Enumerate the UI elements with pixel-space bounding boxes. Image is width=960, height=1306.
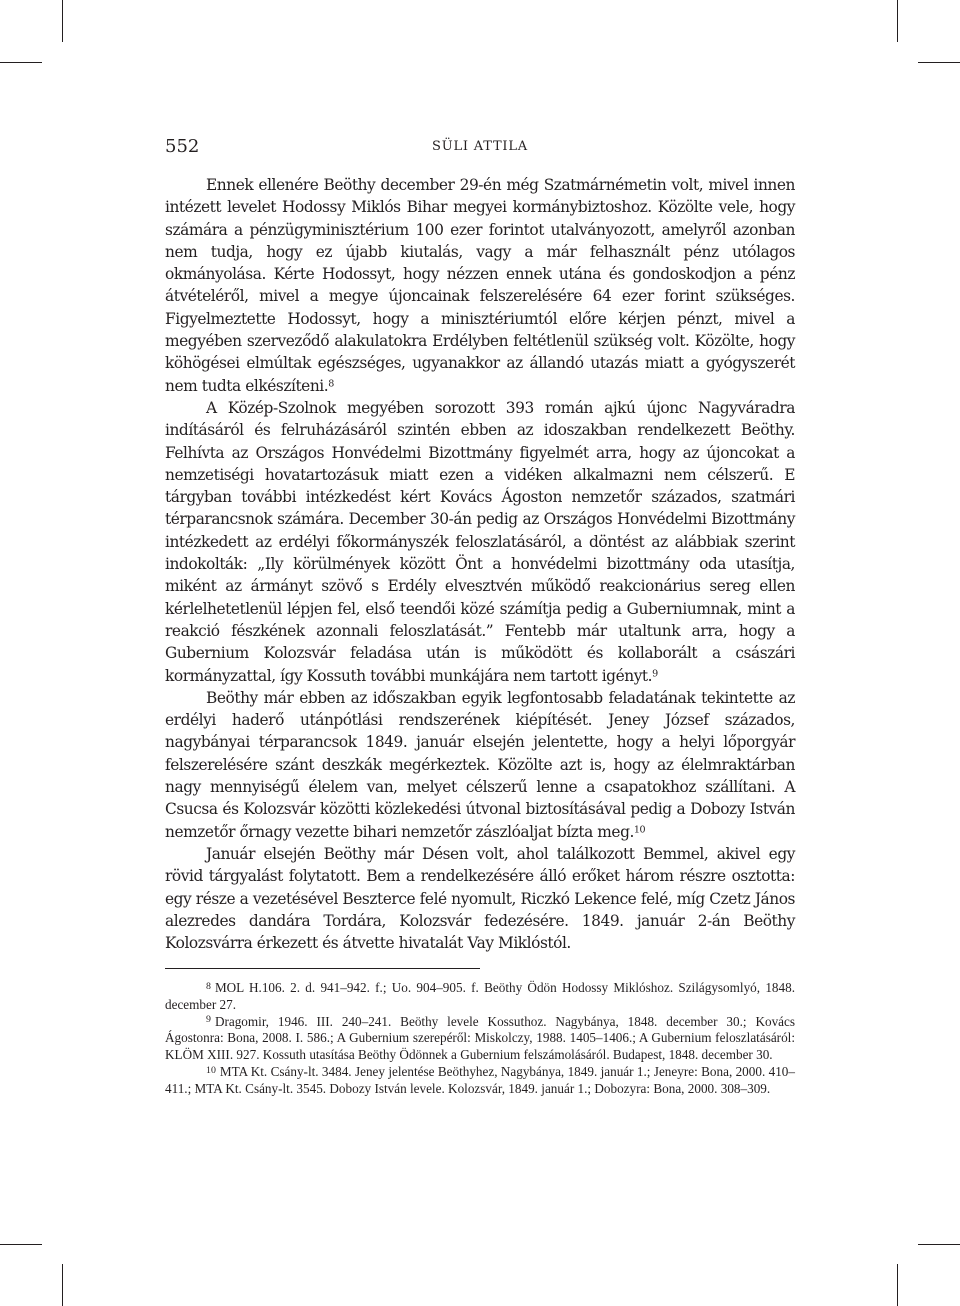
crop-mark-bottom-left-vertical bbox=[62, 1264, 63, 1306]
paragraph-text: Ennek ellenére Beöthy december 29-én még Szatmárnémetin volt, mivel innen intézett levelet Hodossy Miklós Bihar megyei kormánybiztoshoz. Közölte vele, hogy számára a pénzügyminisztérium 100 ezer forintot utalványozott, amelyről azonban nem tudja, hogy ez újabb kiutalás, vagy a már felhasznált pénz utólagos okmányolása. Kérte Hodossyt, hogy nézzen ennek utána és gondoskodjon a pénz átvételéről, mivel a megye újoncainak felszerelésére 64 ezer forint szükséges. Figyelmeztette Hodossyt, hogy a minisztériumtól előre kérjen pénzt, mivel a megyében szerveződő alakulatokra Erdélyben feltétlenül szükség volt. Közölte, hogy köhögései elmúltak egészséges, ugyanakkor az állandó utazás miatt a gyógyszerét nem tudta elkészíteni. bbox=[165, 176, 795, 395]
paragraph bbox=[165, 397, 795, 687]
paragraph bbox=[165, 174, 795, 397]
footnote-ref-9: 9 bbox=[652, 668, 658, 680]
crop-mark-top-left-vertical bbox=[62, 0, 63, 42]
paragraph bbox=[165, 687, 795, 843]
crop-mark-bottom-right-horizontal bbox=[918, 1244, 960, 1245]
footnote-separator bbox=[165, 968, 480, 969]
footnote-ref-10: 10 bbox=[633, 824, 646, 836]
footnote-number: 9 bbox=[206, 1014, 211, 1026]
page-number: 552 bbox=[165, 136, 200, 157]
crop-mark-bottom-left-horizontal bbox=[0, 1244, 42, 1245]
footnote bbox=[165, 1014, 795, 1064]
crop-mark-top-right-horizontal bbox=[918, 62, 960, 63]
footnote-ref-8: 8 bbox=[328, 378, 334, 390]
paragraph bbox=[165, 843, 795, 954]
paragraph-text: A Közép-Szolnok megyében sorozott 393 román ajkú újonc Nagyváradra indításáról és felruházásáról szintén ebben az idoszakban rendelkezett Beöthy. Felhívta az Országos Honvédelmi Bizottmány figyelmét arra, hogy az újoncokat a nemzetiségi hovatartozásuk miatt ezen a vidéken alkalmazni nem célszerű. E tárgyban további intézkedést kért Kovács Ágoston nemzetőr százados, szatmári térparancsnok számára. December 30-án pedig az Országos Honvédelmi Bizottmány intézkedett az erdélyi főkormányszék feloszlatásáról, a döntést az alábbiak szerint indokolták: „Ily körülmények között Önt a honvédelmi bizottmány oda utasítja, miként az ármányt szövő s Erdély elvesztvén működő reakcionárius sereg ellen kérlelhetetlenül lépjen fel, első teendői közé számítja pedig a Guberniumnak, mint a reakció fészkének azonnali feloszlatását.” Fentebb már utaltunk arra, hogy a Gubernium Kolozsvár feladása után is működött és kollaborált a császári kormányzattal, így Kossuth további munkájára nem tartott igényt. bbox=[165, 398, 795, 685]
paragraph-text: Beöthy már ebben az időszakban egyik legfontosabb feladatának tekintette az erdélyi haderő utánpótlási rendszerének kiépítését. Jeney József százados, nagybányai térparancsok 1849. január elsején jelentette, hogy a helyi lőporgyár felszerelésére szánt deszkák megérkeztek. Közölte azt is, hogy az élelmraktárban nagy mennyiségű élelem van, melyet célszerű lenne a csapatokhoz szállítani. A Csucsa és Kolozsvár közötti közlekedési útvonal biztosításával pedig a Dobozy István nemzetőr őrnagy vezette bihari nemzetőr zászlóaljat bízta meg. bbox=[165, 688, 795, 841]
footnote-number: 8 bbox=[206, 980, 211, 992]
paragraph-text: Január elsején Beöthy már Désen volt, ahol találkozott Bemmel, akivel egy rövid tárgyalást folytatott. Bem a rendelkezésére álló erőket három részre osztotta: egy része a vezetésével Beszterce felé nyomult, Riczkó Lekence felé, míg Czetz János alezredes dandára Tordára, Kolozsvár fedezésére. 1849. január 2-án Beöthy Kolozsvárra érkezett és átvette hivatalát Vay Miklóstól. bbox=[165, 844, 795, 953]
running-head: SÜLI ATTILA bbox=[432, 139, 528, 154]
footnote-text: Dragomir, 1946. III. 240–241. Beöthy levele Kossuthoz. Nagybánya, 1848. december 30.; Kovács Ágostonra: Bona, 2008. I. 586.; A Gubernium szerepéről: Miskolczy, 1988. 1405–1406.; A Gubernium feloszlatásáról: KLÖM XIII. 927. Kossuth utasítása Beöthy Ödönnek a Gubernium felszámolásáról. Budapest, 1848. december 30. bbox=[165, 1013, 795, 1063]
footnote-text: MTA Kt. Csány-lt. 3484. Jeney jelentése Beöthyhez, Nagybánya, 1849. január 1.; Jeneyre: Bona, 2000. 410–411.; MTA Kt. Csány-lt. 3545. Dobozy István levele. Kolozsvár, 1849. január 1.; Dobozyra: Bona, 2000. 308–309. bbox=[165, 1063, 795, 1096]
footnote bbox=[165, 980, 795, 1014]
page-header bbox=[165, 136, 795, 162]
footnote bbox=[165, 1064, 795, 1098]
crop-mark-top-right-vertical bbox=[897, 0, 898, 42]
body-text bbox=[165, 174, 795, 954]
footnotes bbox=[165, 980, 795, 1098]
footnote-text: MOL H.106. 2. d. 941–942. f.; Uo. 904–905. f. Beöthy Ödön Hodossy Miklóshoz. Szilágysomlyó, 1848. december 27. bbox=[165, 980, 795, 1012]
crop-mark-top-left-horizontal bbox=[0, 62, 42, 63]
footnote-number: 10 bbox=[206, 1064, 216, 1076]
crop-mark-bottom-right-vertical bbox=[897, 1264, 898, 1306]
